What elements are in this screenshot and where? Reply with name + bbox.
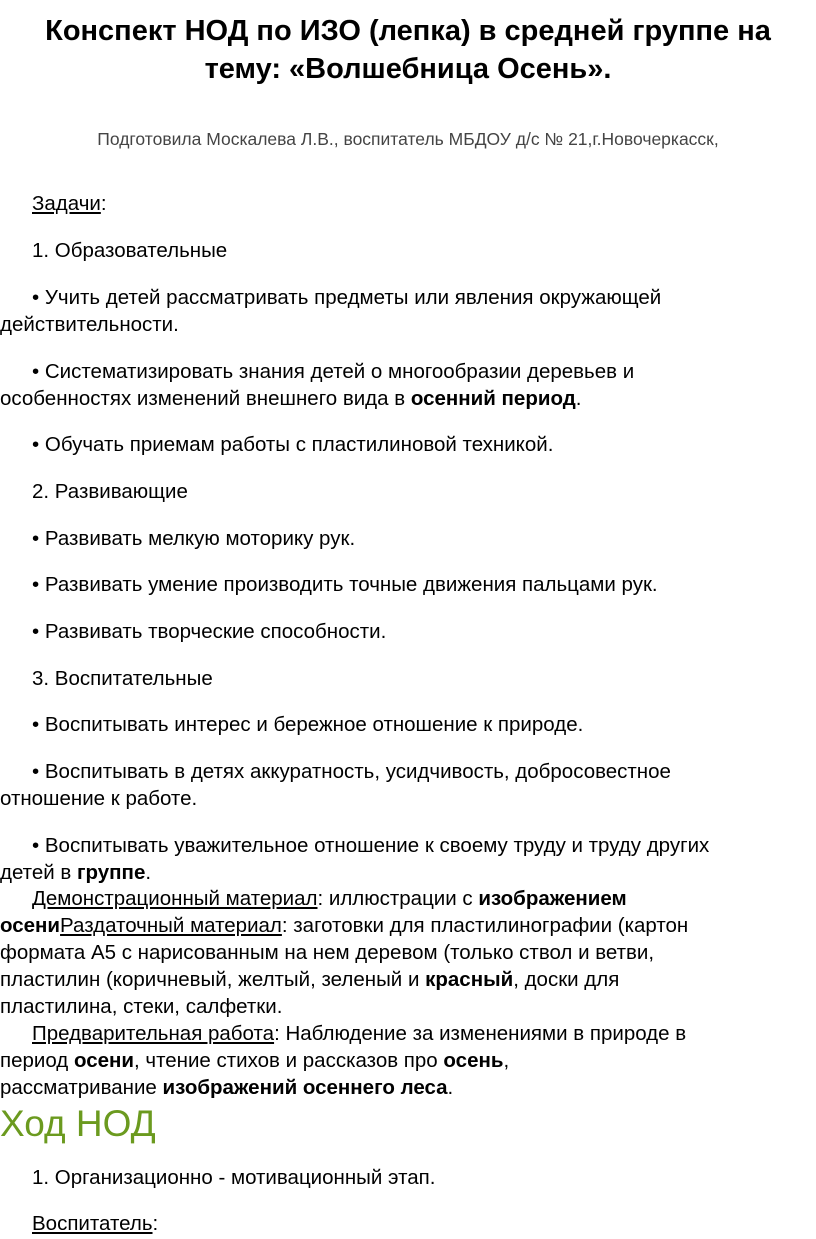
tasks-label-line: Задачи: bbox=[32, 192, 107, 215]
prep-work-line: Предварительная работа: Наблюдение за изменениями в природе в bbox=[32, 1022, 687, 1045]
tasks-label: Задачи bbox=[32, 192, 101, 215]
up-item-1: • Воспитывать интерес и бережное отношение к природе. bbox=[32, 713, 584, 736]
up-heading: 3. Воспитательные bbox=[32, 667, 213, 690]
handout-line-3: пластилин (коричневый, желтый, зеленый и красный, доски для bbox=[0, 968, 620, 991]
teacher-label-line: Воспитатель: bbox=[32, 1212, 159, 1235]
demo-material-label: Демонстрационный материал bbox=[32, 887, 318, 910]
demo-material-line: Демонстрационный материал: иллюстрации с изображением bbox=[32, 887, 627, 910]
up-item-2-cont: отношение к работе. bbox=[0, 787, 198, 810]
dev-item-1: • Развивать мелкую моторику рук. bbox=[32, 527, 356, 550]
course-heading: Ход НОД bbox=[0, 1103, 156, 1144]
prep-work-line-2: период осени, чтение стихов и рассказов про осень, bbox=[0, 1049, 510, 1072]
title-line-1: Конспект НОД по ИЗО (лепка) в средней группе на bbox=[45, 15, 771, 47]
edu-item-2: • Систематизировать знания детей о многообразии деревьев и bbox=[32, 360, 635, 383]
edu-heading: 1. Образовательные bbox=[32, 239, 228, 262]
up-item-3-cont: детей в группе. bbox=[0, 861, 152, 884]
edu-item-1-cont: действительности. bbox=[0, 313, 179, 336]
teacher-label: Воспитатель bbox=[32, 1212, 153, 1235]
prep-work-label: Предварительная работа bbox=[32, 1022, 275, 1045]
edu-item-3: • Обучать приемам работы с пластилиновой техникой. bbox=[32, 433, 554, 456]
handout-line-4: пластилина, стеки, салфетки. bbox=[0, 995, 283, 1018]
edu-item-1: • Учить детей рассматривать предметы или явления окружающей bbox=[32, 286, 662, 309]
dev-item-3: • Развивать творческие способности. bbox=[32, 620, 387, 643]
prep-work-line-3: рассматривание изображений осеннего леса. bbox=[0, 1076, 454, 1099]
handout-line-2: формата А5 с нарисованным на нем деревом (только ствол и ветви, bbox=[0, 941, 655, 964]
up-item-2: • Воспитывать в детях аккуратность, усидчивость, добросовестное bbox=[32, 760, 671, 783]
author-line: Подготовила Москалева Л.В., воспитатель МБДОУ д/с № 21,г.Новочеркасск, bbox=[97, 129, 719, 149]
dev-heading: 2. Развивающие bbox=[32, 480, 188, 503]
handout-material-label: Раздаточный материал bbox=[60, 914, 282, 937]
handout-material-line: осениРаздаточный материал: заготовки для пластилинографии (картон bbox=[0, 914, 689, 937]
page-title bbox=[0, 12, 816, 88]
edu-item-2-cont: особенностях изменений внешнего вида в осенний период. bbox=[0, 387, 582, 410]
stage-1: 1. Организационно - мотивационный этап. bbox=[32, 1166, 436, 1189]
title-line-2: тему: «Волшебница Осень». bbox=[204, 53, 612, 85]
dev-item-2: • Развивать умение производить точные движения пальцами рук. bbox=[32, 573, 658, 596]
up-item-3: • Воспитывать уважительное отношение к своему труду и труду других bbox=[32, 834, 710, 857]
